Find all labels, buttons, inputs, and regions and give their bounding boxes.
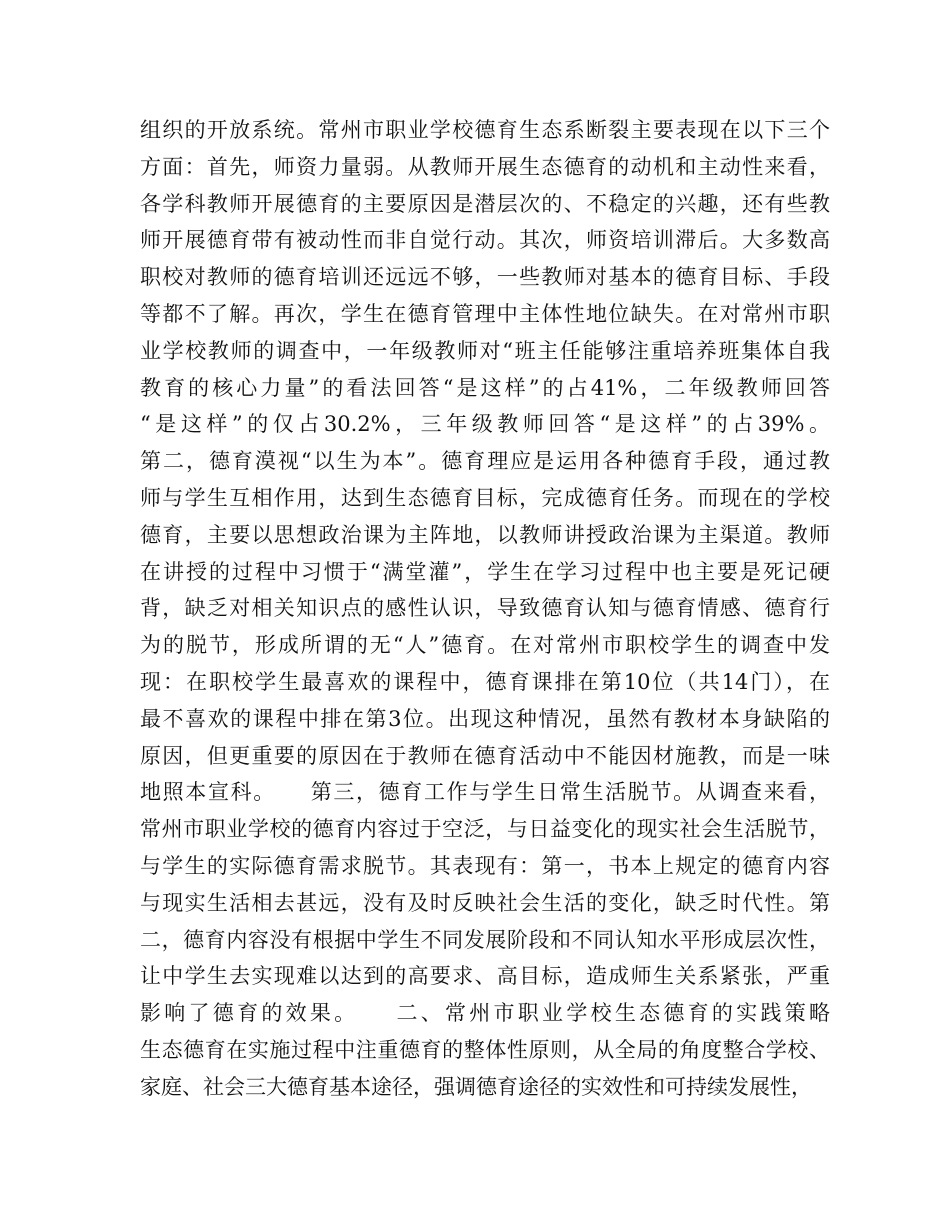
text-line: “是这样”的仅占30.2%，三年级教师回答“是这样”的占39%。 [140,412,830,437]
body-text [140,112,830,1106]
text-line: 背，缺乏对相关知识点的感性认识，导致德育认知与德育情感、德育行 [140,596,830,621]
text-line: 与学生的实际德育需求脱节。其表现有：第一，书本上规定的德育内容 [140,853,830,878]
text-line: 德育，主要以思想政治课为主阵地，以教师讲授政治课为主渠道。教师 [140,522,830,547]
text-line: 影响了德育的效果。 二、常州市职业学校生态德育的实践策略 [140,1001,830,1026]
text-line: 第二，德育漠视“以生为本”。德育理应是运用各种德育手段，通过教 [140,449,830,474]
text-line: 常州市职业学校的德育内容过于空泛，与日益变化的现实社会生活脱节， [140,817,830,842]
text-line: 职校对教师的德育培训还远远不够，一些教师对基本的德育目标、手段 [140,265,830,290]
text-line: 业学校教师的调查中，一年级教师对“班主任能够注重培养班集体自我 [140,338,830,363]
text-line: 二，德育内容没有根据中学生不同发展阶段和不同认知水平形成层次性， [140,927,830,952]
text-line: 与现实生活相去甚远，没有及时反映社会生活的变化，缺乏时代性。第 [140,890,830,915]
text-line: 教育的核心力量”的看法回答“是这样”的占41%，二年级教师回答 [140,375,830,400]
text-line: 各学科教师开展德育的主要原因是潜层次的、不稳定的兴趣，还有些教 [140,191,830,216]
text-line: 师开展德育带有被动性而非自觉行动。其次，师资培训滞后。大多数高 [140,228,830,253]
text-line: 为的脱节，形成所谓的无“人”德育。在对常州市职校学生的调查中发 [140,633,830,658]
text-line: 地照本宣科。 第三，德育工作与学生日常生活脱节。从调查来看， [140,780,830,805]
text-line: 师与学生互相作用，达到生态德育目标，完成德育任务。而现在的学校 [140,485,830,510]
text-line: 在讲授的过程中习惯于“满堂灌”，学生在学习过程中也主要是死记硬 [140,559,830,584]
text-line: 方面：首先，师资力量弱。从教师开展生态德育的动机和主动性来看， [140,154,830,179]
text-line: 生态德育在实施过程中注重德育的整体性原则，从全局的角度整合学校、 [140,1037,830,1062]
text-line: 让中学生去实现难以达到的高要求、高目标，造成师生关系紧张，严重 [140,964,830,989]
text-line: 等都不了解。再次，学生在德育管理中主体性地位缺失。在对常州市职 [140,301,830,326]
text-line: 现：在职校学生最喜欢的课程中，德育课排在第10位（共14门），在 [140,669,830,694]
text-line: 组织的开放系统。常州市职业学校德育生态系断裂主要表现在以下三个 [140,118,830,142]
text-line: 原因，但更重要的原因在于教师在德育活动中不能因材施教，而是一味 [140,743,830,768]
text-line: 家庭、社会三大德育基本途径，强调德育途径的实效性和可持续发展性， [140,1074,812,1099]
text-line: 最不喜欢的课程中排在第3位。出现这种情况，虽然有教材本身缺陷的 [140,706,830,731]
